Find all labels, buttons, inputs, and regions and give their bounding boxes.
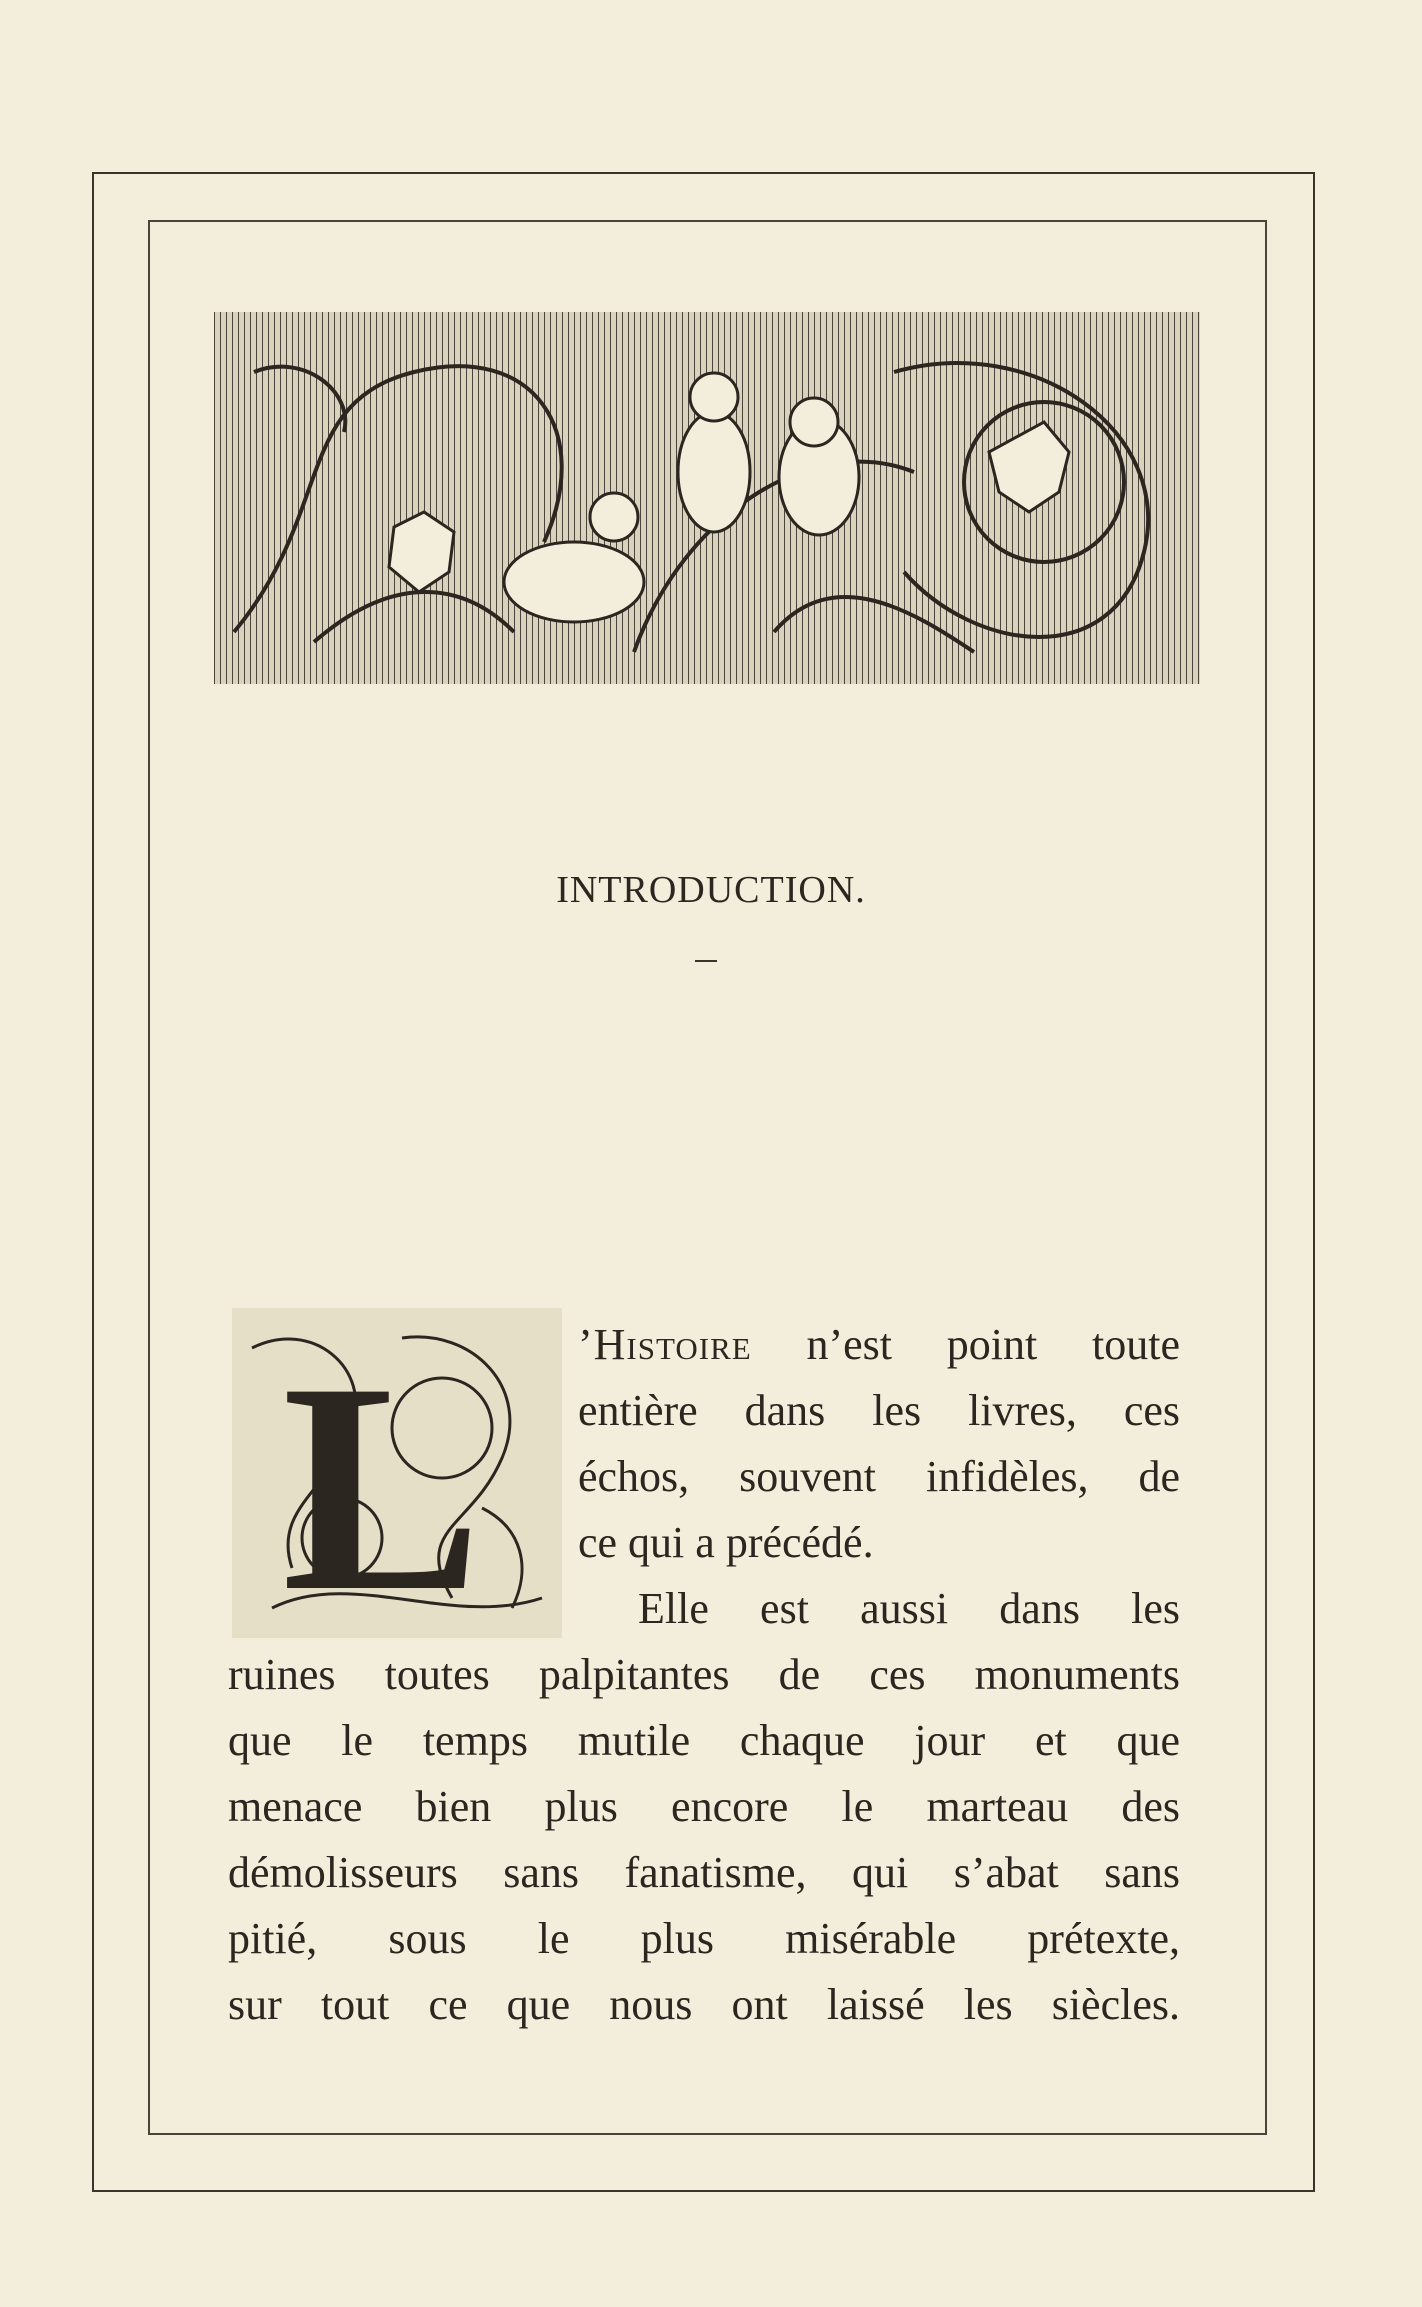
text-line: échos, souvent infidèles, de (578, 1452, 1180, 1501)
cherubs-foliage-engraving (214, 312, 1200, 684)
text-line: sur tout ce que nous ont laissé les siècles. (228, 1980, 1180, 2029)
text-line: pitié, sous le plus misérable prétexte, (228, 1914, 1180, 1963)
text-line: ruines toutes palpitantes de ces monuments (228, 1650, 1180, 1699)
dropcap-letter: L (281, 1321, 483, 1638)
text-line: démolisseurs sans fanatisme, qui s’abat sans (228, 1848, 1180, 1897)
text-line: Elle est aussi dans les (638, 1584, 1180, 1633)
title-rule (695, 960, 717, 962)
text-line: menace bien plus encore le marteau des (228, 1782, 1180, 1831)
text-line: ’Histoire n’est point toute (578, 1320, 1180, 1369)
chapter-title: INTRODUCTION. (556, 869, 866, 911)
text-line: que le temps mutile chaque jour et que (228, 1716, 1180, 1765)
engraved-header-ornament (214, 312, 1200, 684)
lead-word: ’Histoire (578, 1320, 752, 1369)
body-text (228, 1312, 1180, 2038)
text-line: entière dans les livres, ces (578, 1386, 1180, 1435)
text-line: ce qui a précédé. (578, 1518, 874, 1567)
